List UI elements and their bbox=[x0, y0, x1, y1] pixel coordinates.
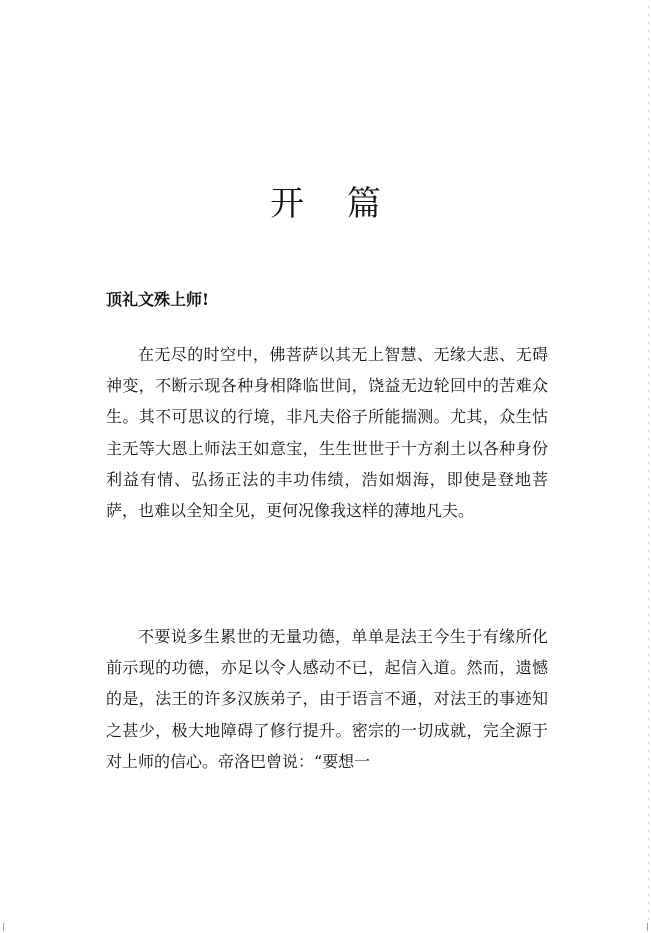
edge-tick bbox=[648, 550, 649, 552]
edge-tick bbox=[648, 286, 649, 288]
edge-tick bbox=[648, 358, 649, 360]
edge-tick bbox=[648, 334, 649, 336]
edge-tick bbox=[648, 830, 649, 832]
edge-tick bbox=[648, 86, 649, 88]
edge-tick bbox=[648, 30, 649, 32]
edge-tick bbox=[648, 838, 649, 840]
edge-tick bbox=[648, 886, 649, 888]
edge-tick bbox=[648, 638, 649, 640]
edge-tick bbox=[648, 526, 649, 528]
edge-tick bbox=[648, 670, 649, 672]
edge-tick bbox=[648, 774, 649, 776]
edge-tick bbox=[648, 630, 649, 632]
edge-tick bbox=[648, 126, 649, 128]
edge-tick bbox=[648, 262, 649, 264]
edge-tick bbox=[648, 382, 649, 384]
edge-tick bbox=[648, 486, 649, 488]
edge-tick bbox=[648, 518, 649, 520]
edge-tick bbox=[648, 134, 649, 136]
edge-tick bbox=[648, 694, 649, 696]
edge-tick bbox=[648, 158, 649, 160]
edge-tick bbox=[648, 318, 649, 320]
edge-tick bbox=[648, 846, 649, 848]
edge-tick bbox=[648, 798, 649, 800]
edge-tick bbox=[648, 350, 649, 352]
edge-tick bbox=[648, 342, 649, 344]
edge-tick bbox=[648, 494, 649, 496]
edge-tick bbox=[648, 454, 649, 456]
edge-tick bbox=[648, 678, 649, 680]
edge-tick bbox=[648, 502, 649, 504]
edge-tick bbox=[648, 190, 649, 192]
edge-tick bbox=[648, 918, 649, 920]
edge-tick bbox=[648, 406, 649, 408]
edge-tick bbox=[648, 94, 649, 96]
edge-tick bbox=[648, 782, 649, 784]
edge-tick bbox=[648, 326, 649, 328]
edge-tick bbox=[648, 446, 649, 448]
edge-tick bbox=[648, 302, 649, 304]
edge-tick bbox=[648, 614, 649, 616]
edge-tick bbox=[648, 582, 649, 584]
edge-tick bbox=[648, 606, 649, 608]
edge-tick bbox=[648, 542, 649, 544]
edge-tick bbox=[648, 654, 649, 656]
salutation-line: 顶礼文殊上师! bbox=[106, 290, 210, 309]
edge-tick bbox=[648, 62, 649, 64]
edge-tick bbox=[648, 790, 649, 792]
crop-mark-bottom-left bbox=[3, 923, 4, 931]
edge-tick bbox=[648, 870, 649, 872]
edge-tick bbox=[648, 390, 649, 392]
edge-tick bbox=[648, 278, 649, 280]
edge-tick bbox=[648, 214, 649, 216]
edge-tick bbox=[648, 758, 649, 760]
edge-tick bbox=[648, 198, 649, 200]
edge-tick bbox=[648, 310, 649, 312]
edge-tick bbox=[648, 422, 649, 424]
edge-tick bbox=[648, 414, 649, 416]
edge-tick bbox=[648, 46, 649, 48]
edge-tick bbox=[648, 750, 649, 752]
edge-tick bbox=[648, 398, 649, 400]
edge-tick bbox=[648, 534, 649, 536]
edge-tick bbox=[648, 238, 649, 240]
edge-tick bbox=[648, 590, 649, 592]
edge-tick bbox=[648, 374, 649, 376]
edge-tick bbox=[648, 854, 649, 856]
chapter-title: 开 篇 bbox=[270, 184, 397, 224]
edge-tick bbox=[648, 478, 649, 480]
edge-tick bbox=[648, 14, 649, 16]
edge-tick bbox=[648, 70, 649, 72]
edge-tick bbox=[648, 438, 649, 440]
edge-tick bbox=[648, 366, 649, 368]
body-paragraph-1: 在无尽的时空中，佛菩萨以其无上智慧、无缘大悲、无碍神变，不断示现各种身相降临世间，饶益无边轮回中的苦难众生。其不可思议的行境，非凡夫俗子所能揣测。尤其，众生怙主无等大恩上师法王如意宝，生生世世于十方刹土以各种身份利益有情、弘扬正法的丰功伟绩，浩如烟海，即使是登地菩萨，也难以全知全见，更何况像我这样的薄地凡夫。 bbox=[106, 345, 548, 521]
edge-tick bbox=[648, 22, 649, 24]
edge-tick bbox=[648, 814, 649, 816]
edge-tick bbox=[648, 558, 649, 560]
edge-tick bbox=[648, 102, 649, 104]
edge-tick bbox=[648, 182, 649, 184]
edge-tick bbox=[648, 462, 649, 464]
edge-tick bbox=[648, 622, 649, 624]
edge-tick bbox=[648, 270, 649, 272]
edge-tick bbox=[648, 566, 649, 568]
edge-tick bbox=[648, 206, 649, 208]
edge-tick bbox=[648, 150, 649, 152]
edge-tick bbox=[648, 862, 649, 864]
edge-tick bbox=[648, 718, 649, 720]
edge-tick bbox=[648, 222, 649, 224]
crop-mark-bottom-right bbox=[647, 923, 648, 931]
edge-tick bbox=[648, 510, 649, 512]
edge-tick bbox=[648, 166, 649, 168]
edge-tick bbox=[648, 806, 649, 808]
edge-tick bbox=[648, 598, 649, 600]
edge-tick bbox=[648, 54, 649, 56]
edge-tick bbox=[648, 38, 649, 40]
edge-tick bbox=[648, 822, 649, 824]
edge-tick bbox=[648, 878, 649, 880]
edge-tick bbox=[648, 254, 649, 256]
edge-tick bbox=[648, 6, 649, 8]
edge-tick bbox=[648, 174, 649, 176]
edge-tick bbox=[648, 710, 649, 712]
edge-tick bbox=[648, 470, 649, 472]
edge-tick bbox=[648, 294, 649, 296]
body-paragraph-2: 不要说多生累世的无量功德，单单是法王今生于有缘所化前示现的功德，亦足以令人感动不已，起信入道。然而，遗憾的是，法王的许多汉族弟子，由于语言不通，对法王的事迹知之甚少，极大地障碍了修行提升。密宗的一切成就，完全源于对上师的信心。帝洛巴曾说：“要想一 bbox=[106, 627, 548, 771]
edge-tick bbox=[648, 742, 649, 744]
edge-tick bbox=[648, 646, 649, 648]
edge-tick bbox=[648, 734, 649, 736]
edge-tick bbox=[648, 430, 649, 432]
edge-tick bbox=[648, 766, 649, 768]
edge-tick bbox=[648, 118, 649, 120]
edge-tick bbox=[648, 246, 649, 248]
edge-tick bbox=[648, 686, 649, 688]
edge-tick bbox=[648, 574, 649, 576]
edge-tick bbox=[648, 910, 649, 912]
edge-tick bbox=[648, 662, 649, 664]
edge-tick bbox=[648, 726, 649, 728]
edge-tick bbox=[648, 230, 649, 232]
edge-tick bbox=[648, 78, 649, 80]
edge-tick bbox=[648, 702, 649, 704]
edge-tick bbox=[648, 894, 649, 896]
edge-tick bbox=[648, 902, 649, 904]
edge-tick bbox=[648, 110, 649, 112]
edge-tick bbox=[648, 142, 649, 144]
